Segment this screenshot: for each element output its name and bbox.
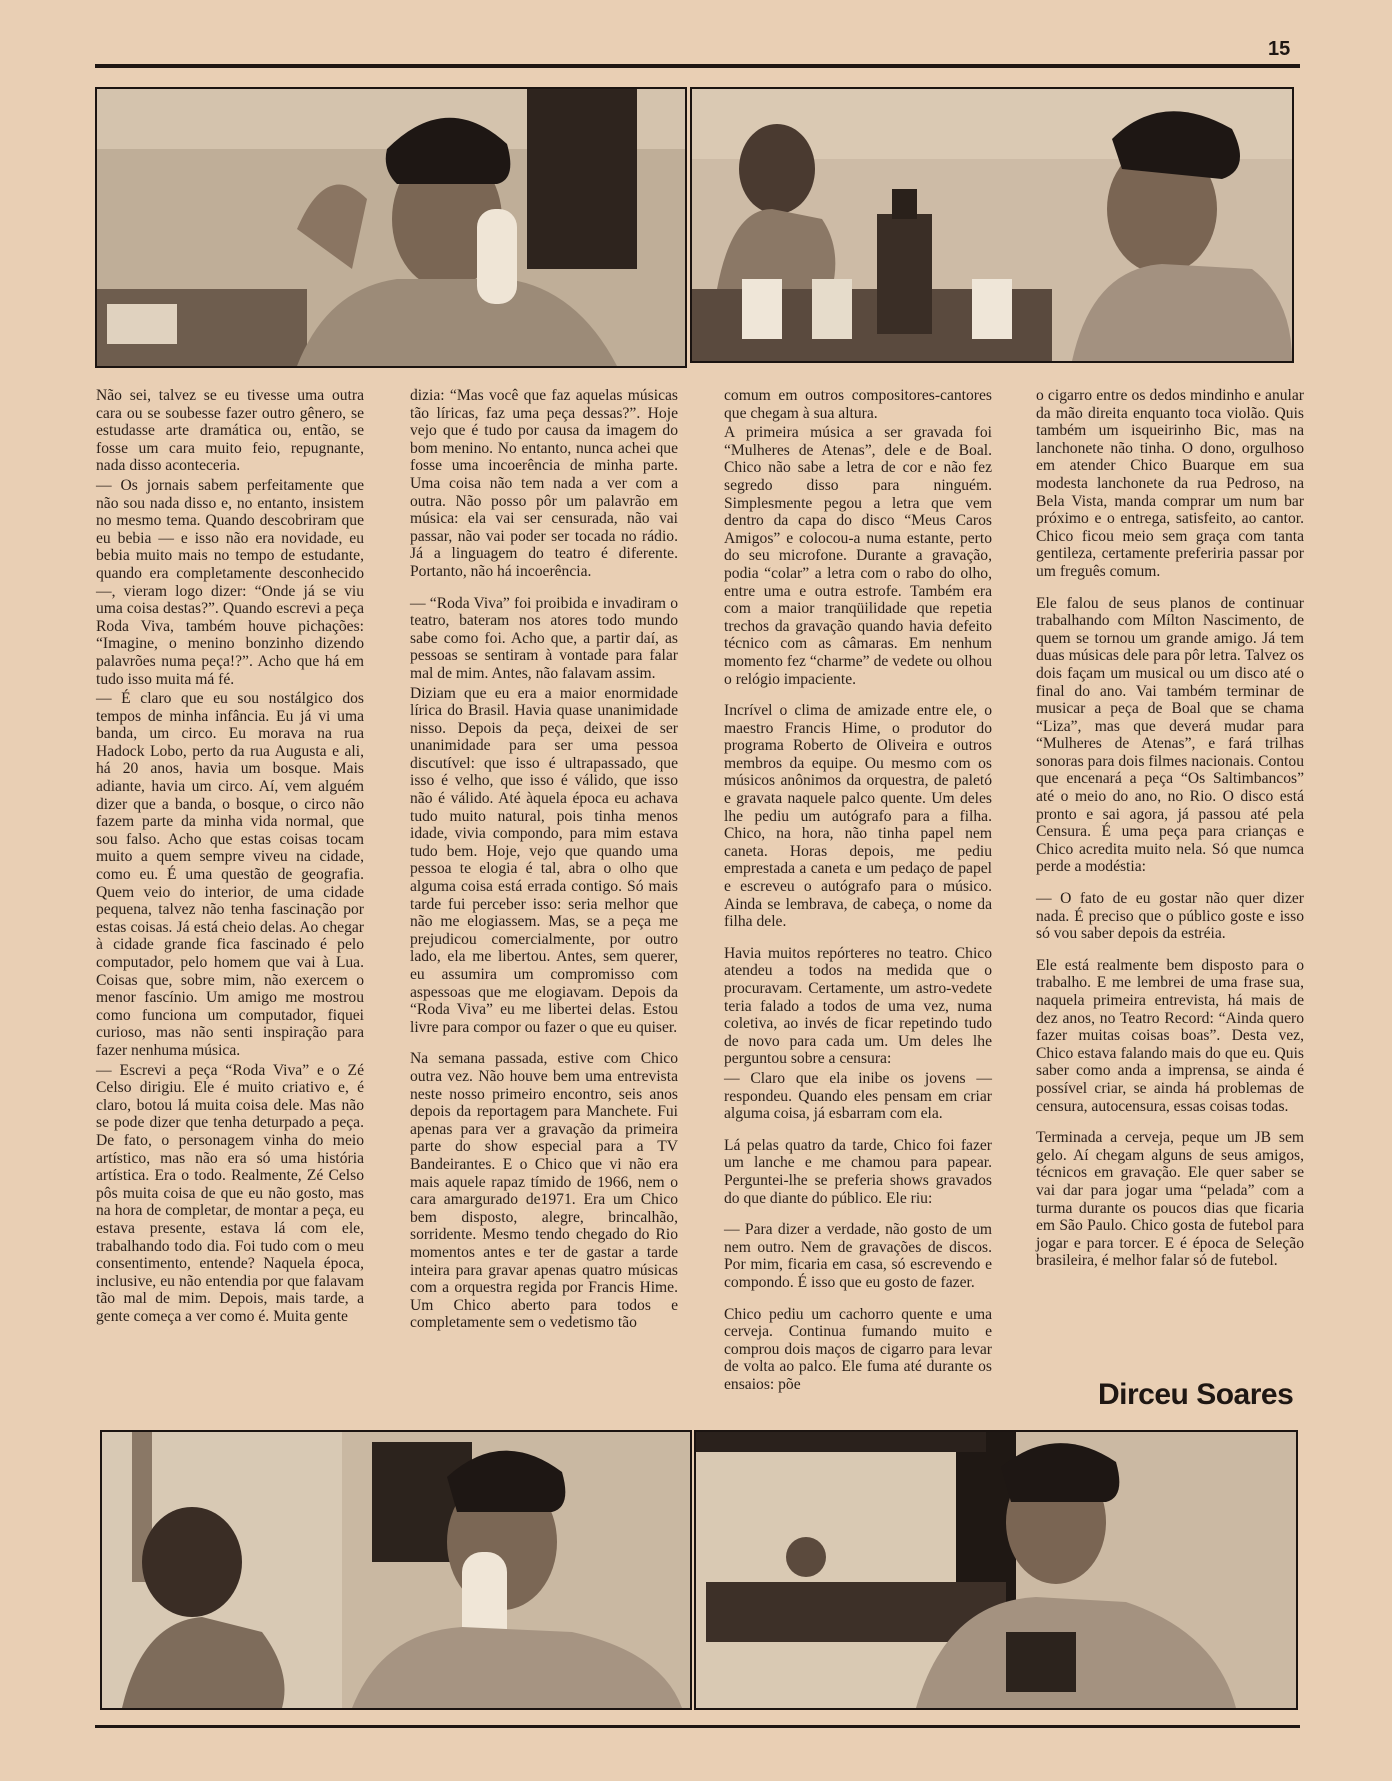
article-column-3 <box>724 387 992 1395</box>
paragraph: Ele está realmente bem disposto para o trabalho. E me lembrei de uma frase sua, naquela primeira entrevista, há mais de dez anos, no Teatro Record: “Ainda quero fazer muitas coisas boas”. Desta vez, Chico estava falando mais do que eu. Quis saber como anda a imprensa, se ainda é possível criar, se ainda há problemas de censura, autocensura, essas coisas todas. <box>1036 956 1304 1115</box>
paragraph: Chico pediu um cachorro quente e uma cerveja. Continua fumando muito e comprou dois maços de cigarro para levar de volta ao palco. Ele fuma até durante os ensaios: põe <box>724 1305 992 1393</box>
article-column-2 <box>410 387 678 1334</box>
photo-man-on-phone-2-icon <box>102 1432 690 1708</box>
photo-bottom-right <box>694 1430 1298 1710</box>
paragraph: comum em outros compositores-cantores que chegam à sua altura. <box>724 387 992 422</box>
top-rule <box>95 64 1300 68</box>
paragraph: Terminada a cerveja, peque um JB sem gelo. Aí chegam alguns de seus amigos, técnicos em gravação. Ele quer saber se vai dar para jogar uma “pelada” com a turma durante os poucos dias que ficaria em São Paulo. Chico gosta de futebol para jogar e para torcer. E é época de Seleção brasileira, é melhor falar só de futebol. <box>1036 1129 1304 1270</box>
photo-top-left <box>95 87 687 368</box>
paragraph: dizia: “Mas você que faz aquelas músicas tão líricas, faz uma peça dessas?”. Hoje vejo que é tudo por causa da imagem do bom menino. No entanto, nunca achei que fosse uma incoerência de minha parte. Uma coisa não tem nada a ver com a outra. Não posso pôr um palavrão em música: ela vai ser censurada, não vai passar, não vai poder ser tocada no rádio. Já a linguagem do teatro é diferente. Portanto, não há incoerência. <box>410 387 678 580</box>
paragraph: Diziam que eu era a maior enormidade lírica do Brasil. Havia quase unanimidade nisso. Depois da peça, deixei de ser unanimidade para ser uma pessoa discutível: que isso é ultrapassado, que isso é velho, que isso é válido, que isso não é válido. Até àquela época eu achava tudo muito natural, pois tinha menos idade, vivia compondo, para mim estava tudo bem. Hoje, vejo que quando uma pessoa te elogia é tal, abra o olho que alguma coisa está errada contigo. Só mais tarde fui perceber isso: seria melhor que não me elogiassem. Mas, se a peça me prejudicou comercialmente, por outro lado, ela me libertou. Antes, sem querer, eu assumira um compromisso com aspessoas que me elogiavam. Depois da “Roda Viva” eu me libertei delas. Estou livre para compor ou fazer o que eu quiser. <box>410 684 678 1036</box>
bottom-rule <box>95 1725 1300 1728</box>
paragraph: — Escrevi a peça “Roda Viva” e o Zé Celso dirigiu. Ele é muito criativo e, é claro, botou lá muita coisa dele. Mas não se pode dizer que tenha deturpado a peça. De fato, o personagem vinha do meio artístico, mas não era só uma história artística. Era o todo. Realmente, Zé Celso pôs muita coisa de que eu não gosto, mas na hora de completar, de montar a peça, eu estava presente, estava lá com ele, trabalhando todo dia. Foi tudo com o meu consentimento, entende? Naquela época, inclusive, eu não entendia por que falavam tão mal de mim. Depois, mais tarde, a gente começa a ver como é. Muita gente <box>96 1061 364 1325</box>
paragraph: Na semana passada, estive com Chico outra vez. Não houve bem uma entrevista neste nosso primeiro encontro, seis anos depois da reportagem para Manchete. Fui apenas para ver a gravação da primeira parte do show especial para a TV Bandeirantes. E o Chico que vi não era mais aquele rapaz tímido de 1966, nem o cara amargurado de1971. Era um Chico bem disposto, alegre, brincalhão, sorridente. Mesmo tendo chegado do Rio momentos antes e ter de gastar a tarde inteira para gravar apenas quatro músicas com a orquestra regida por Francis Hime. Um Chico aberto para todos e completamente sem o vedetismo tão <box>410 1050 678 1332</box>
paragraph: Não sei, talvez se eu tivesse uma outra cara ou se soubesse fazer outro gênero, se estudasse arte dramática ou, então, se fosse um cara muito feio, repugnante, nada disso aconteceria. <box>96 387 364 475</box>
paragraph: Lá pelas quatro da tarde, Chico foi fazer um lanche e me chamou para papear. Perguntei-lhe se preferia shows gravados do que diante do público. Ele riu: <box>724 1136 992 1207</box>
paragraph: Havia muitos repórteres no teatro. Chico atendeu a todos na medida que o procuravam. Certamente, um astro-vedete teria falado a todos de uma vez, numa coletiva, ao invés de ficar repetindo tudo de novo para cada um. Um deles lhe perguntou sobre a censura: <box>724 944 992 1068</box>
paragraph: o cigarro entre os dedos mindinho e anular da mão direita enquanto toca violão. Quis também um isqueirinho Bic, mas na lanchonete não tinha. O dono, orgulhoso em atender Chico Buarque em sua modesta lanchonete da rua Pedroso, na Bela Vista, manda comprar um num bar próximo e o entrega, satisfeito, ao cantor. Chico ficou meio sem graça com tanta gentileza, certamente preferiria passar por um freguês comum. <box>1036 387 1304 580</box>
photo-top-right <box>690 87 1294 363</box>
paragraph: — O fato de eu gostar não quer dizer nada. É preciso que o público goste e isso só vou saber depois da estréia. <box>1036 890 1304 943</box>
paragraph: — Os jornais sabem perfeitamente que não sou nada disso e, no entanto, insistem no mesmo tema. Quando descobriram que eu bebia — e isso não era novidade, eu bebia muito mais no tempo de estudante, quando era completamente desconhecido —, vieram logo dizer: “Onde já se viu uma coisa destas?”. Quando escrevi a peça Roda Viva, também houve pichações: “Imagine, o menino bonzinho dizendo palavrões numa peça!?”. Acho que há em tudo isso muita má fé. <box>96 476 364 688</box>
photo-men-with-bottle-icon <box>692 89 1292 361</box>
paragraph: — Claro que ela inibe os jovens — respondeu. Quando eles pensam em criar alguma coisa, já esbarram com ela. <box>724 1069 992 1123</box>
paragraph: A primeira música a ser gravada foi “Mulheres de Atenas”, dele e de Boal. Chico não sabe a letra de cor e não fez segredo disso para ninguém. Simplesmente pegou a letra que vem dentro da capa do disco “Meus Caros Amigos” e colocou-a numa estante, perto do seu microfone. Durante a gravação, podia “colar” a letra com o rabo do olho, entre uma e outra estrofe. Também era com a maior tranqüilidade que repetia trechos da gravação quando havia defeito técnico com as câmaras. Em nenhum momento fez “charme” de vedete ou olhou o relógio impaciente. <box>724 424 992 688</box>
article-column-4 <box>1036 387 1304 1272</box>
photo-man-laughing-icon <box>696 1432 1296 1708</box>
photo-bottom-left <box>100 1430 692 1710</box>
byline: Dirceu Soares <box>1098 1378 1294 1411</box>
article-column-1 <box>96 387 364 1327</box>
paragraph: — É claro que eu sou nostálgico dos tempos de minha infância. Eu já vi uma banda, um circo. Eu morava na rua Hadock Lobo, perto da rua Augusta e ali, há 20 anos, havia um bosque. Mais adiante, havia um circo. Aí, vem alguém dizer que a banda, o bosque, o circo não fazem parte da minha vida normal, que sou falso. Acho que estas coisas tocam muito a quem sempre viveu na cidade, como eu. É uma questão de geografia. Quem veio do interior, de uma cidade pequena, talvez não tenha fascinação por estas coisas. Já está cheio delas. Ao chegar à cidade grande fica fascinado é pelo computador, pelo homem que vai à Lua. Coisas que, sobre mim, não exercem o menor fascínio. Um amigo me mostrou como funciona um computador, fiquei curioso, mas não senti inspiração para fazer nenhuma música. <box>96 690 364 1059</box>
paragraph: — Para dizer a verdade, não gosto de um nem outro. Nem de gravações de discos. Por mim, ficaria em casa, só escrevendo e compondo. É isso que eu gosto de fazer. <box>724 1221 992 1291</box>
photo-man-on-phone-icon <box>97 89 685 366</box>
page-number: 15 <box>1268 38 1291 60</box>
paragraph: — “Roda Viva” foi proibida e invadiram o teatro, bateram nos atores todo mundo sabe como foi. Acho que, a partir daí, as pessoas se sentiram à vontade para falar mal de mim. Antes, não falavam assim. <box>410 594 678 682</box>
paragraph: Incrível o clima de amizade entre ele, o maestro Francis Hime, o produtor do programa Roberto de Oliveira e outros membros da equipe. Ou mesmo com os músicos anônimos da orquestra, de paletó e gravata naquele palco quente. Um deles lhe pediu um autógrafo para a filha. Chico, na hora, não tinha papel nem caneta. Horas depois, me pediu emprestada a caneta e um pedaço de papel e escreveu o autógrafo para o músico. Ainda se lembrava, de cabeça, o nome da filha dele. <box>724 702 992 931</box>
paragraph: Ele falou de seus planos de continuar trabalhando com Mílton Nascimento, de quem se tornou um grande amigo. Já tem duas músicas dele para pôr letra. Talvez os dois façam um musical ou um disco até o final do ano. Vai também terminar de musicar a peça de Boal que se chama “Liza”, mas que deverá mudar para “Mulheres de Atenas”, e fará trilhas sonoras para dois filmes nacionais. Contou que encenará a peça “Os Saltimbancos” até o meio do ano, no Rio. O disco está pronto e sai agora, já passou até pela Censura. É uma peça para crianças e Chico acredita muito nela. Só que numca perde a modéstia: <box>1036 594 1304 876</box>
